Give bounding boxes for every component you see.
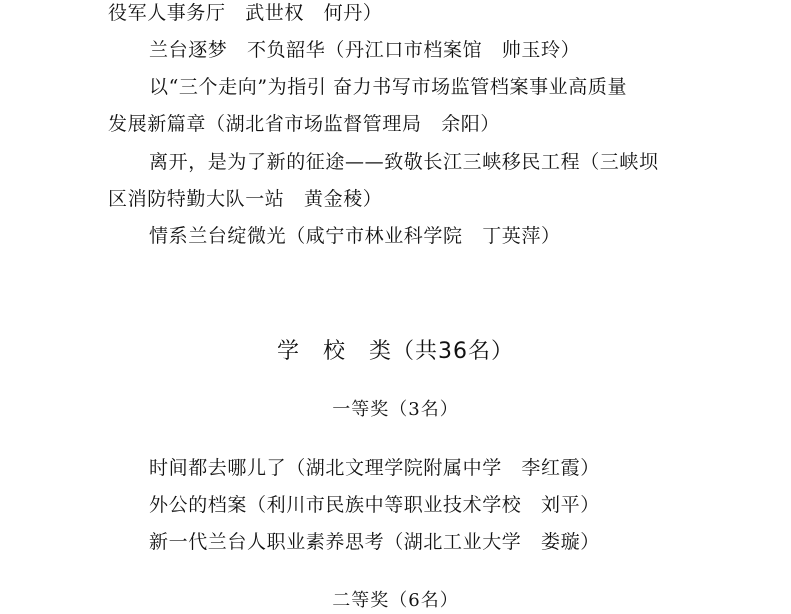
first-prize-entry: 新一代兰台人职业素养思考（湖北工业大学 娄璇） — [149, 531, 600, 553]
first-prize-entry: 外公的档案（利川市民族中等职业技术学校 刘平） — [149, 494, 600, 516]
entry-line: 离开，是为了新的征途——致敬长江三峡移民工程（三峡坝 — [149, 151, 659, 173]
entry-line: 兰台逐梦 不负韶华（丹江口市档案馆 帅玉玲） — [149, 39, 581, 61]
entry-line-continuation: 区消防特勤大队一站 黄金稜） — [108, 188, 383, 210]
entry-line: 以“三个走向”为指引 奋力书写市场监管档案事业高质量 — [149, 76, 628, 98]
section-title-schools: 学 校 类（共36名） — [277, 339, 514, 364]
entry-line-continuation: 役军人事务厅 武世权 何丹） — [108, 2, 383, 24]
prize-heading-second: 二等奖（6名） — [332, 590, 459, 611]
entry-line: 情系兰台绽微光（咸宁市林业科学院 丁英萍） — [149, 225, 561, 247]
entry-line-continuation: 发展新篇章（湖北省市场监督管理局 余阳） — [108, 113, 501, 135]
prize-heading-first: 一等奖（3名） — [332, 399, 459, 420]
first-prize-entry: 时间都去哪儿了（湖北文理学院附属中学 李红霞） — [149, 457, 600, 479]
